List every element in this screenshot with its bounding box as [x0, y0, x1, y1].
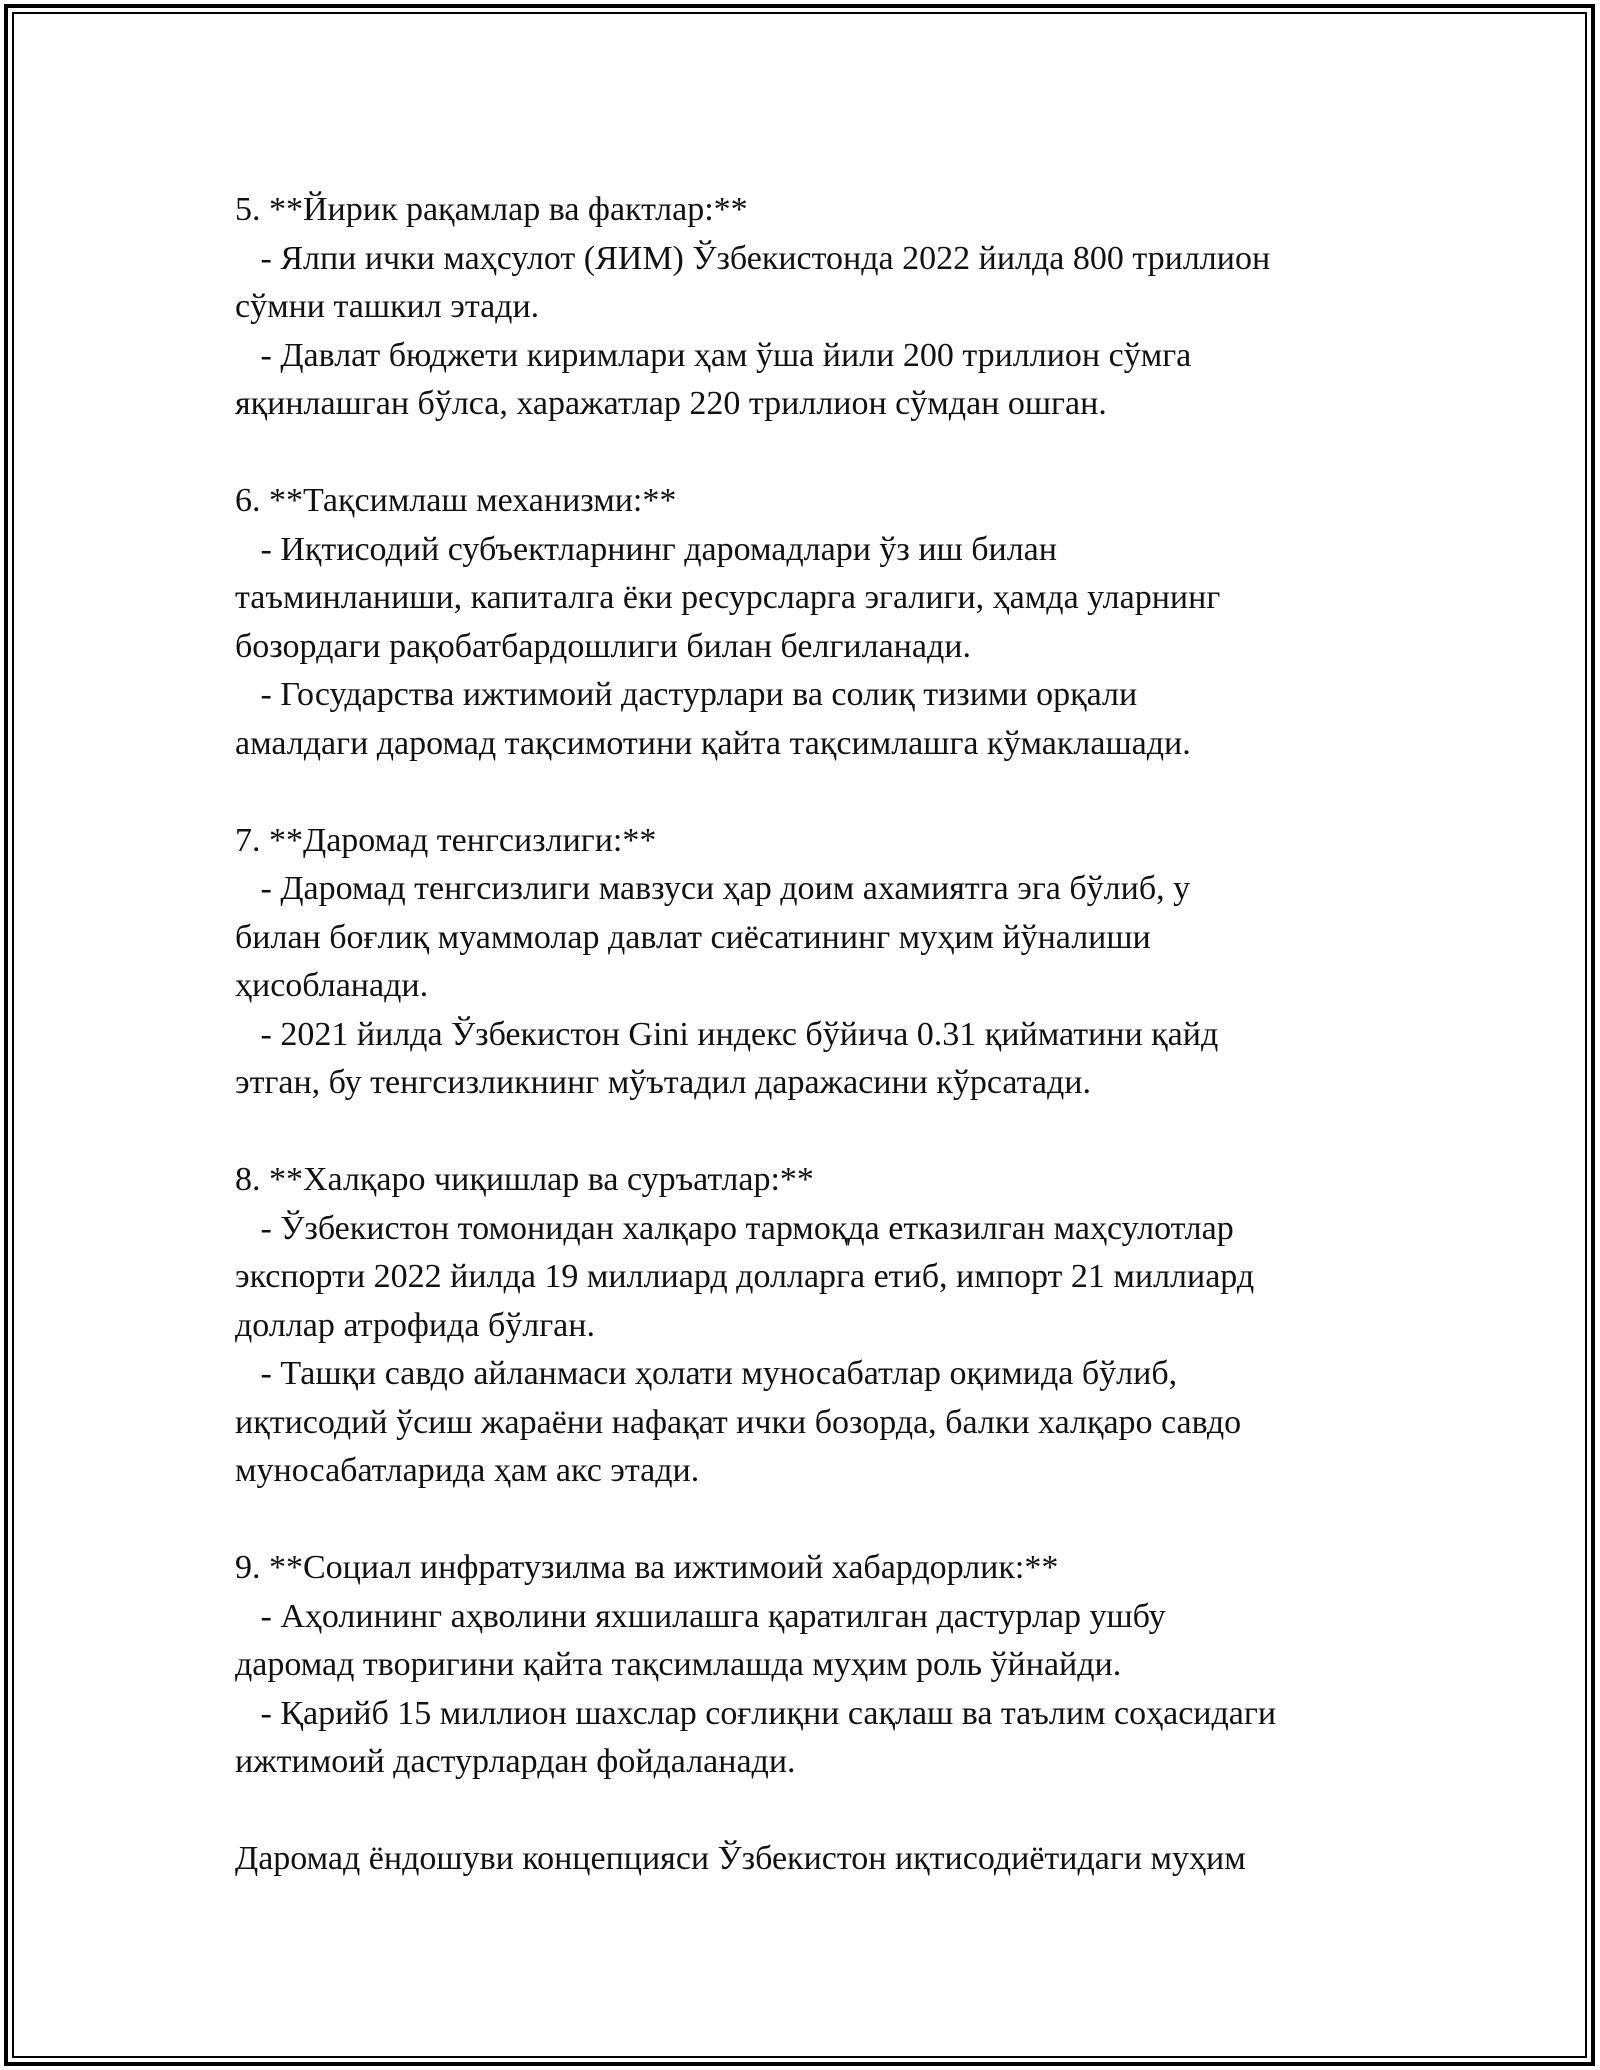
text-line: яқинлашган бўлса, харажатлар 220 триллион сўмдан ошган.	[235, 385, 1107, 422]
conclusion-text: Даромад ёндошуви концепцияси Ўзбекистон иқтисодиётидаги муҳим	[235, 1840, 1246, 1877]
text-line: муносабатларида ҳам акс этади.	[235, 1452, 700, 1489]
text-line: даромад творигини қайта тақсимлашда муҳим роль ўйнайди.	[235, 1646, 1122, 1683]
text-line: иқтисодий ўсиш жараёни нафақат ички бозорда, балки халқаро савдо	[235, 1403, 1242, 1441]
text-line: - Иқтисодий субъектларнинг даромадлари ўз иш билан	[235, 530, 1057, 568]
text-line: сўмни ташкил этади.	[235, 288, 540, 325]
text-line: экспорти 2022 йилда 19 миллиард долларга етиб, импорт 21 миллиард	[235, 1258, 1255, 1295]
text-line: - Даромад тенгсизлиги мавзуси ҳар доим ахамиятга эга бўлиб, у	[235, 870, 1191, 907]
text-line: амалдаги даромад тақсимотини қайта тақсимлашга кўмаклашади.	[235, 724, 1191, 762]
text-line: - Ўзбекистон томонидан халқаро тармоқда етказилган маҳсулотлар	[235, 1209, 1234, 1247]
text-line: ижтимоий дастурлардан фойдаланади.	[235, 1743, 796, 1780]
section-5	[235, 186, 1385, 429]
document-body	[235, 186, 1385, 1884]
section-heading: 9. **Социал инфратузилма ва ижтимоий хабардорлик:**	[235, 1549, 1059, 1586]
text-line: бозордаги рақобатбардошлиги билан белгиланади.	[235, 627, 971, 665]
text-line: таъминланиши, капиталга ёки ресурсларга эгалиги, ҳамда уларнинг	[235, 579, 1221, 616]
text-line: этган, бу тенгсизликнинг мўътадил даражасини кўрсатади.	[235, 1064, 1091, 1101]
text-line: - Государства ижтимоий дастурлари ва солиқ тизими орқали	[235, 676, 1138, 713]
section-7	[235, 817, 1385, 1108]
section-heading: 8. **Халқаро чиқишлар ва суръатлар:**	[235, 1161, 814, 1198]
section-9	[235, 1544, 1385, 1787]
text-line: - Ташқи савдо айланмаси ҳолати муносабатлар оқимида бўлиб,	[235, 1355, 1178, 1392]
section-heading: 5. **Йирик рақамлар ва фактлар:**	[235, 191, 748, 228]
text-line: - Давлат бюджети киримлари ҳам ўша йили 200 триллион сўмга	[235, 336, 1192, 374]
text-line: - Ялпи ички маҳсулот (ЯИМ) Ўзбекистонда 2022 йилда 800 триллион	[235, 239, 1271, 277]
section-8	[235, 1156, 1385, 1496]
text-line: доллар атрофида бўлган.	[235, 1306, 595, 1344]
text-line: - 2021 йилда Ўзбекистон Gini индекс бўйича 0.31 қийматини қайд	[235, 1015, 1219, 1053]
text-line: - Қарийб 15 миллион шахслар соғлиқни сақлаш ва таълим соҳасидаги	[235, 1694, 1277, 1732]
section-heading: 7. **Даромад тенгсизлиги:**	[235, 821, 657, 859]
section-6	[235, 477, 1385, 768]
text-line: - Аҳолининг аҳволини яхшилашга қаратилган дастурлар ушбу	[235, 1597, 1166, 1635]
text-line: билан боғлиқ муаммолар давлат сиёсатининг муҳим йўналиши	[235, 918, 1151, 956]
text-line: ҳисобланади.	[235, 967, 429, 1004]
section-heading: 6. **Тақсимлаш механизми:**	[235, 482, 677, 519]
